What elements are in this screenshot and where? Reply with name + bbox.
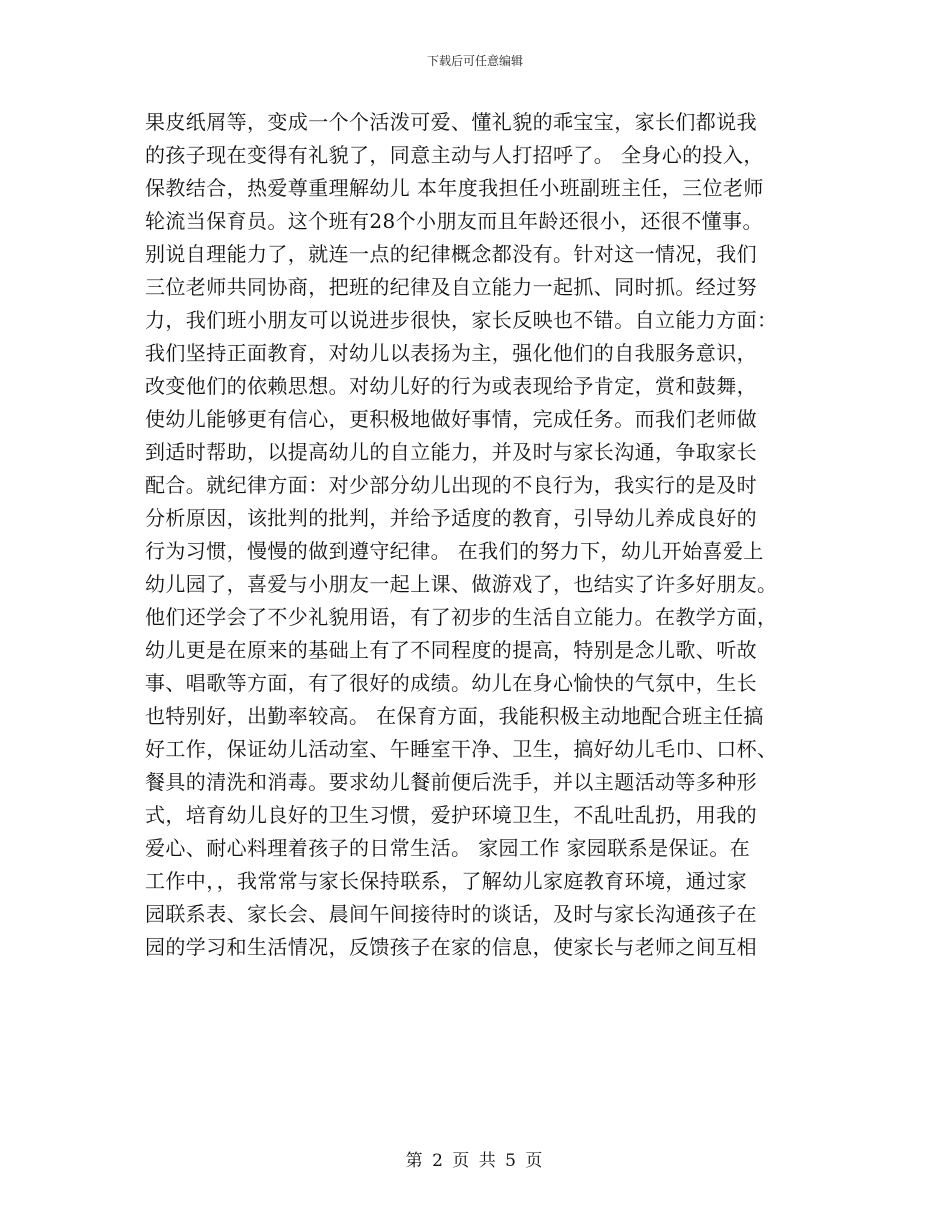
text-line: 使幼儿能够更有信心，更积极地做好事情，完成任务。而我们老师做 <box>145 407 757 431</box>
page-header: 下载后可任意编辑 <box>426 54 523 68</box>
text-line: 园联系表、家长会、晨间午间接待时的谈话，及时与家长沟通孩子在 <box>145 902 757 926</box>
text-line: 爱心、耐心料理着孩子的日常生活。 家园工作 家园联系是保证。在 <box>145 836 751 860</box>
text-line: 果皮纸屑等，变成一个个活泼可爱、懂礼貌的乖宝宝，家长们都说我 <box>145 110 757 134</box>
text-line: 他们还学会了不少礼貌用语，有了初步的生活自立能力。在教学方面， <box>145 605 778 629</box>
text-line: 分析原因，该批判的批判，并给予适度的教育，引导幼儿养成良好的 <box>145 506 757 530</box>
text-line: 三位老师共同协商，把班的纪律及自立能力一起抓、同时抓。经过努 <box>145 275 757 299</box>
text-line: 改变他们的依赖思想。对幼儿好的行为或表现给予肯定，赏和鼓舞， <box>145 374 757 398</box>
text-line: 的孩子现在变得有礼貌了，同意主动与人打招呼了。 全身心的投入， <box>145 143 764 167</box>
text-line: 好工作，保证幼儿活动室、午睡室干净、卫生，搞好幼儿毛巾、口杯、 <box>145 737 778 761</box>
document-body <box>145 106 810 964</box>
text-line: 式，培育幼儿良好的卫生习惯，爱护环境卫生，不乱吐乱扔，用我的 <box>145 803 757 827</box>
text-line: 力，我们班小朋友可以说进步很快，家长反映也不错。自立能力方面： <box>145 308 778 332</box>
text-line: 保教结合，热爱尊重理解幼儿 本年度我担任小班副班主任，三位老师 <box>145 176 764 200</box>
text-line: 幼儿园了，喜爱与小朋友一起上课、做游戏了，也结实了许多好朋友。 <box>145 572 778 596</box>
text-line: 也特别好，出勤率较高。 在保育方面，我能积极主动地配合班主任搞 <box>145 704 764 728</box>
text-line: 园的学习和生活情况，反馈孩子在家的信息，使家长与老师之间互相 <box>145 935 757 959</box>
text-line: 轮流当保育员。这个班有28个小朋友而且年龄还很小，还很不懂事。 <box>145 209 763 233</box>
text-line: 我们坚持正面教育，对幼儿以表扬为主，强化他们的自我服务意识， <box>145 341 757 365</box>
text-line: 幼儿更是在原来的基础上有了不同程度的提高，特别是念儿歌、听故 <box>145 638 757 662</box>
text-line: 餐具的清洗和消毒。要求幼儿餐前便后洗手，并以主题活动等多种形 <box>145 770 757 794</box>
page-number-footer: 第 2 页 共 5 页 <box>405 1151 545 1171</box>
text-line: 到适时帮助，以提高幼儿的自立能力，并及时与家长沟通，争取家长 <box>145 440 757 464</box>
text-line: 配合。就纪律方面：对少部分幼儿出现的不良行为，我实行的是及时 <box>145 473 757 497</box>
text-line: 工作中，，我常常与家长保持联系，了解幼儿家庭教育环境，通过家 <box>145 869 747 893</box>
text-line: 行为习惯，慢慢的做到遵守纪律。 在我们的努力下，幼儿开始喜爱上 <box>145 539 764 563</box>
text-line: 别说自理能力了，就连一点的纪律概念都没有。针对这一情况，我们 <box>145 242 757 266</box>
text-line: 事、唱歌等方面，有了很好的成绩。幼儿在身心愉快的气氛中，生长 <box>145 671 757 695</box>
